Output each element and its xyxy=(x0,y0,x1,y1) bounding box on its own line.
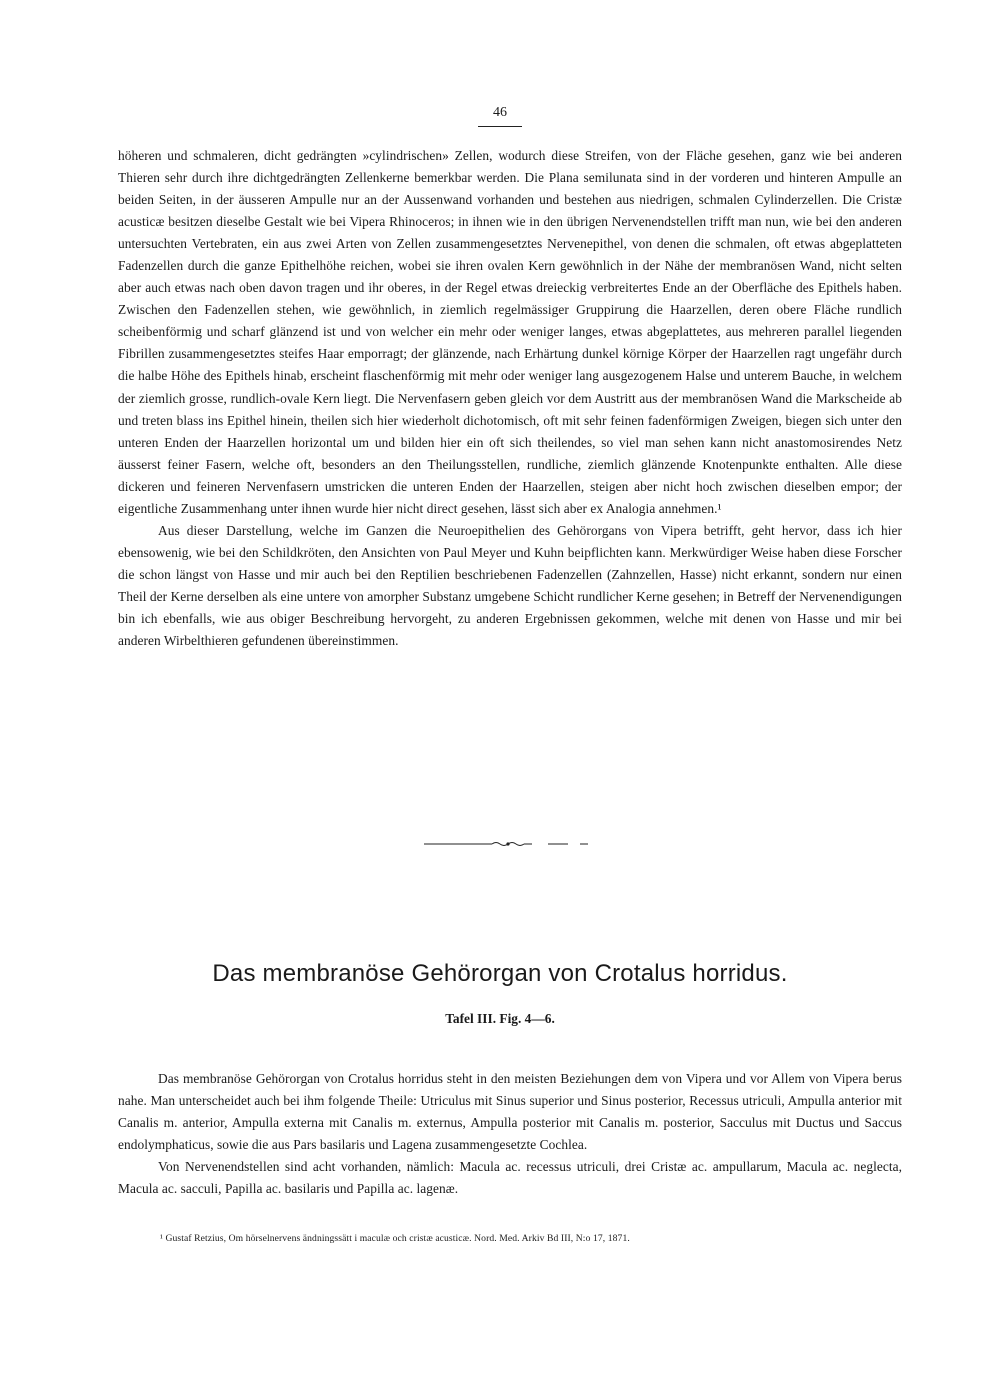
page-number-rule xyxy=(478,126,522,127)
paragraph: Von Nervenendstellen sind acht vorhanden, nämlich: Macula ac. recessus utriculi, drei Cristæ ac. ampullarum, Macula ac. neglecta, Macula ac. sacculi, Papilla ac. basilaris und Papilla ac. lagenæ. xyxy=(118,1159,902,1197)
paragraph: Das membranöse Gehörorgan von Crotalus horridus steht in den meisten Beziehungen dem von Vipera und vor Allem von Vipera berus nahe. Man unterscheidet auch bei ihm folgende Theile: Utriculus mit Sinus superior und Sinus posterior, Recessus utriculi, Ampulla anterior mit Canalis m. anterior, Ampulla externa mit Canalis m. externus, Ampulla posterior mit Canalis m. posterior, Sacculus mit Ductus und Saccus endolymphaticus, sowie die aus Pars basilaris und Lagena zusammengesetzte Cochlea. xyxy=(118,1071,902,1153)
footnote: ¹ Gustaf Retzius, Om hörselnervens ändningssätt i maculæ och cristæ acusticæ. Nord. Med. Arkiv Bd III, N:o 17, 1871. xyxy=(160,1233,630,1244)
page-number: 46 xyxy=(493,105,507,120)
paragraph: höheren und schmaleren, dicht gedrängten »cylindrischen» Zellen, wodurch diese Streifen, von der Fläche gesehen, ganz wie bei anderen Thieren sehr durch ihre dichtgedrängten Zellenkerne bemerkbar werden. Die Plana semilunata sind in der vorderen und hinteren Ampulle an beiden Seiten, in der äusseren Ampulle nur an der Aussenwand vorhanden und bestehen aus niedrigen, schmalen Cylinderzellen. Die Cristæ acusticæ besitzen dieselbe Gestalt wie bei Vipera Rhinoceros; in ihnen wie in den übrigen Nervenendstellen trifft man nun, wie bei den anderen untersuchten Vertebraten, ein aus zwei Arten von Zellen zusammengesetztes Nervenepithel, von denen die schmalen, oft etwas abgeplatteten Fadenzellen durch die ganze Epithelhöhe reichen, wobei sie ihren ovalen Kern gewöhnlich in der Nähe der membranösen Wand, nicht selten aber auch etwas nach oben davon tragen und ihr oberes, in der Regel etwas dreieckig verbreitertes Ende an der Oberfläche des Epithels haben. Zwischen den Fadenzellen stehen, wie gewöhnlich, in ziemlich regelmässiger Gruppirung die Haarzellen, deren obere Fläche rundlich scheibenförmig und scharf glänzend ist und von welcher ein mehr oder weniger langes, etwas abgeplattetes, aus mehreren parallel liegenden Fibrillen zusammengesetztes steifes Haar emporragt; der glänzende, nach Erhärtung dunkel körnige Körper der Haarzellen ragt ungefähr durch die halbe Höhe des Epithels hinab, erscheint flaschenförmig mit mehr oder weniger lang ausgezogenem Halse und unterem Bauche, in welchem der ziemlich grosse, rundlich-ovale Kern liegt. Die Nervenfasern geben gleich vor dem Austritt aus der membranösen Wand die Markscheide ab und treten blass ins Epithel hinein, theilen sich hier wiederholt dichotomisch, oft mit sehr feinen fadenförmigen Zweigen, biegen sich unter den unteren Enden der Haarzellen horizontal um und bilden hier ein oft sich theilendes, so viel man sehen kann nicht anastomosirendes Netz äusserst feiner Fasern, welche oft, besonders an den Theilungsstellen, rundliche, ziemlich glänzende Knotenpunkte enthalten. Alle diese dickeren und feineren Nervenfasern umstricken die unteren Enden der Haarzellen, steigen aber nicht hoch zwischen dieselben empor; der eigentliche Zusammenhang unter ihnen wurde hier nicht direct gesehen, lässt sich aber ex Analogia annehmen.¹ xyxy=(118,148,902,516)
body-text-top xyxy=(118,145,902,652)
paragraph: Aus dieser Darstellung, welche im Ganzen die Neuroepithelien des Gehörorgans von Vipera betrifft, geht hervor, dass ich hier ebensowenig, wie bei den Schildkröten, den Ansichten von Paul Meyer und Kuhn beipflichten kann. Merkwürdiger Weise haben diese Forscher die schon längst von Hasse und mir auch bei den Reptilien beschriebenen Fadenzellen (Zahnzellen, Hasse) nicht erkannt, sondern nur einen Theil der Kerne derselben als eine untere von amorpher Substanz umgebene Schicht rundlicher Kerne gesehen; in Betreff der Nervenendigungen bin ich ebenfalls, wie aus obiger Beschreibung hervorgeht, zu anderen Ergebnissen gekommen, welche mit denen von Hasse und mir bei anderen Wirbelthieren gefundenen übereinstimmen. xyxy=(118,522,902,649)
section-title: Das membranöse Gehörorgan von Crotalus horridus. xyxy=(212,959,788,987)
body-text-bottom xyxy=(118,1068,902,1200)
plate-reference: Tafel III. Fig. 4—6. xyxy=(445,1011,555,1026)
section-divider-ornament xyxy=(420,838,600,850)
